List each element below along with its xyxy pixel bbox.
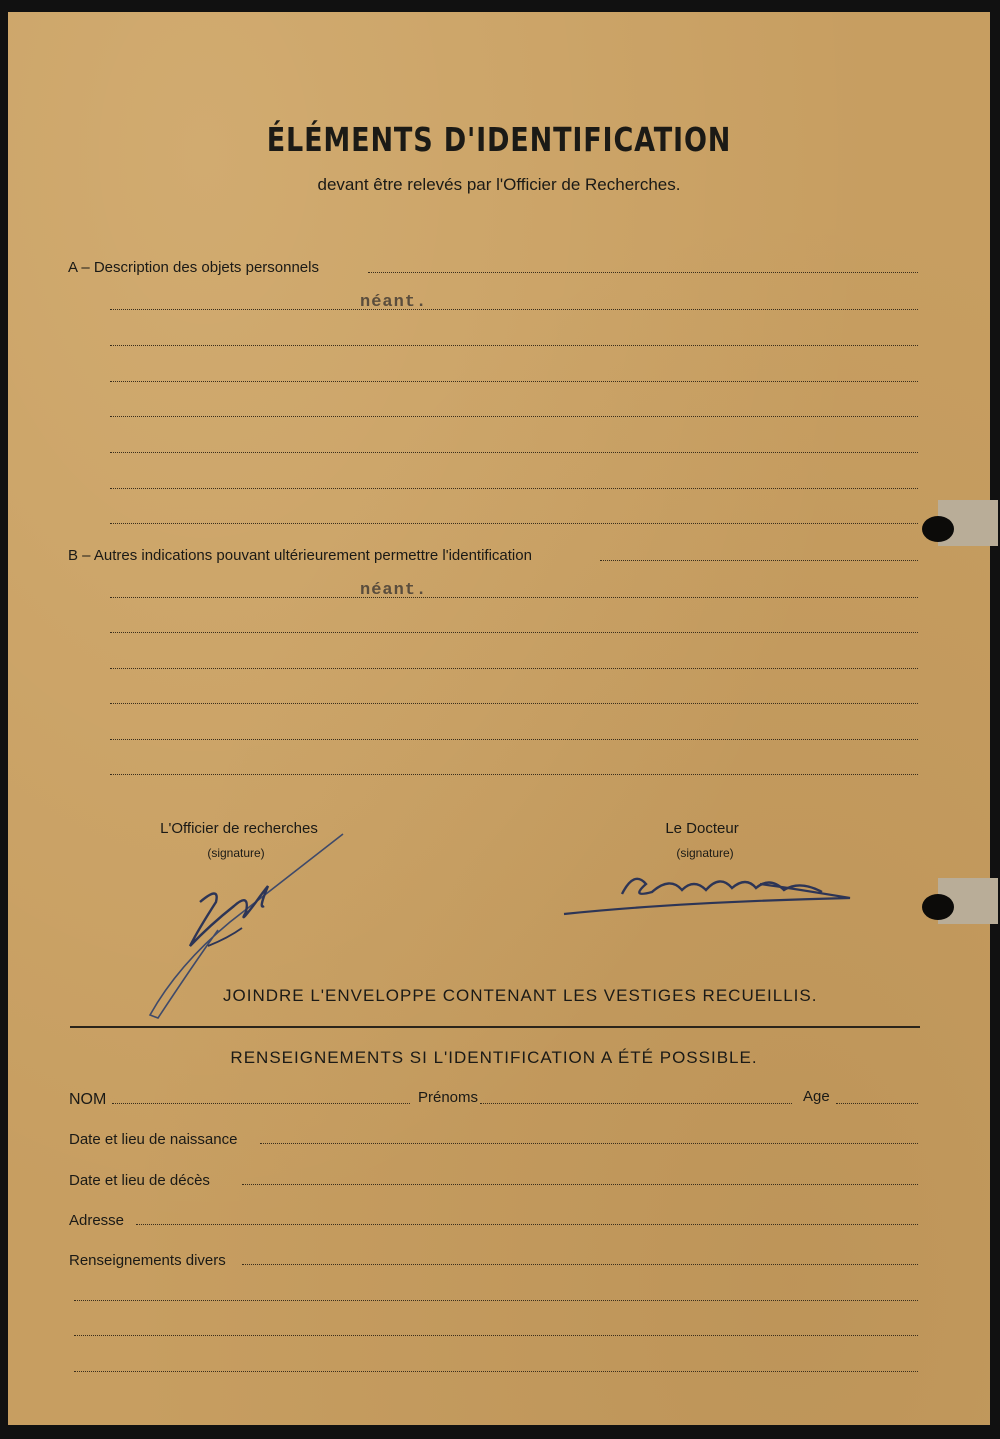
dotted-line (110, 309, 918, 310)
age-label: Age (803, 1088, 830, 1105)
dotted-line (110, 416, 918, 417)
deces-label: Date et lieu de décès (69, 1172, 210, 1189)
prenoms-field (480, 1103, 792, 1104)
dotted-line (110, 632, 918, 633)
dotted-line (110, 774, 918, 775)
dotted-line (110, 523, 918, 524)
dotted-line (74, 1371, 918, 1372)
dotted-line (74, 1335, 918, 1336)
page-subtitle: devant être relevés par l'Officier de Recherches. (317, 175, 681, 194)
naissance-label: Date et lieu de naissance (69, 1131, 238, 1148)
nom-field (112, 1103, 410, 1104)
section-a-typed-value: néant. (360, 293, 428, 312)
renseignements-heading: RENSEIGNEMENTS SI L'IDENTIFICATION A ÉTÉ POSSIBLE. (230, 1048, 758, 1067)
prenoms-label: Prénoms (418, 1089, 479, 1106)
form-sheet (8, 12, 990, 1425)
doctor-title: Le Docteur (665, 820, 739, 837)
instruction-text: JOINDRE L'ENVELOPPE CONTENANT LES VESTIGES RECUEILLIS. (223, 986, 818, 1005)
doctor-signature (560, 862, 860, 922)
adresse-label: Adresse (69, 1212, 125, 1229)
naissance-field (260, 1143, 918, 1144)
dotted-line (110, 668, 918, 669)
divers-field (242, 1264, 918, 1265)
dotted-line (110, 597, 918, 598)
section-divider (70, 1026, 920, 1028)
punch-hole (922, 516, 954, 542)
adresse-field (136, 1224, 918, 1225)
nom-label: NOM (69, 1091, 107, 1108)
dotted-line (110, 381, 918, 382)
divers-label: Renseignements divers (69, 1252, 226, 1269)
dotted-line (110, 345, 918, 346)
dotted-line (74, 1300, 918, 1301)
punch-hole (922, 894, 954, 920)
section-b-label: B – Autres indications pouvant ultérieurement permettre l'identification (68, 547, 532, 564)
doctor-signature-note: (signature) (676, 846, 734, 860)
dotted-line (110, 739, 918, 740)
deces-field (242, 1184, 918, 1185)
dotted-line (110, 452, 918, 453)
officer-signature-note: (signature) (207, 846, 265, 860)
dotted-line (368, 272, 918, 273)
dotted-line (110, 703, 918, 704)
officer-title: L'Officier de recherches (160, 820, 318, 837)
dotted-line (600, 560, 918, 561)
section-b-typed-value: néant. (360, 581, 428, 600)
dotted-line (110, 488, 918, 489)
age-field (836, 1103, 918, 1104)
section-a-label: A – Description des objets personnels (68, 259, 319, 276)
page-title: ÉLÉMENTS D'IDENTIFICATION (266, 120, 732, 159)
